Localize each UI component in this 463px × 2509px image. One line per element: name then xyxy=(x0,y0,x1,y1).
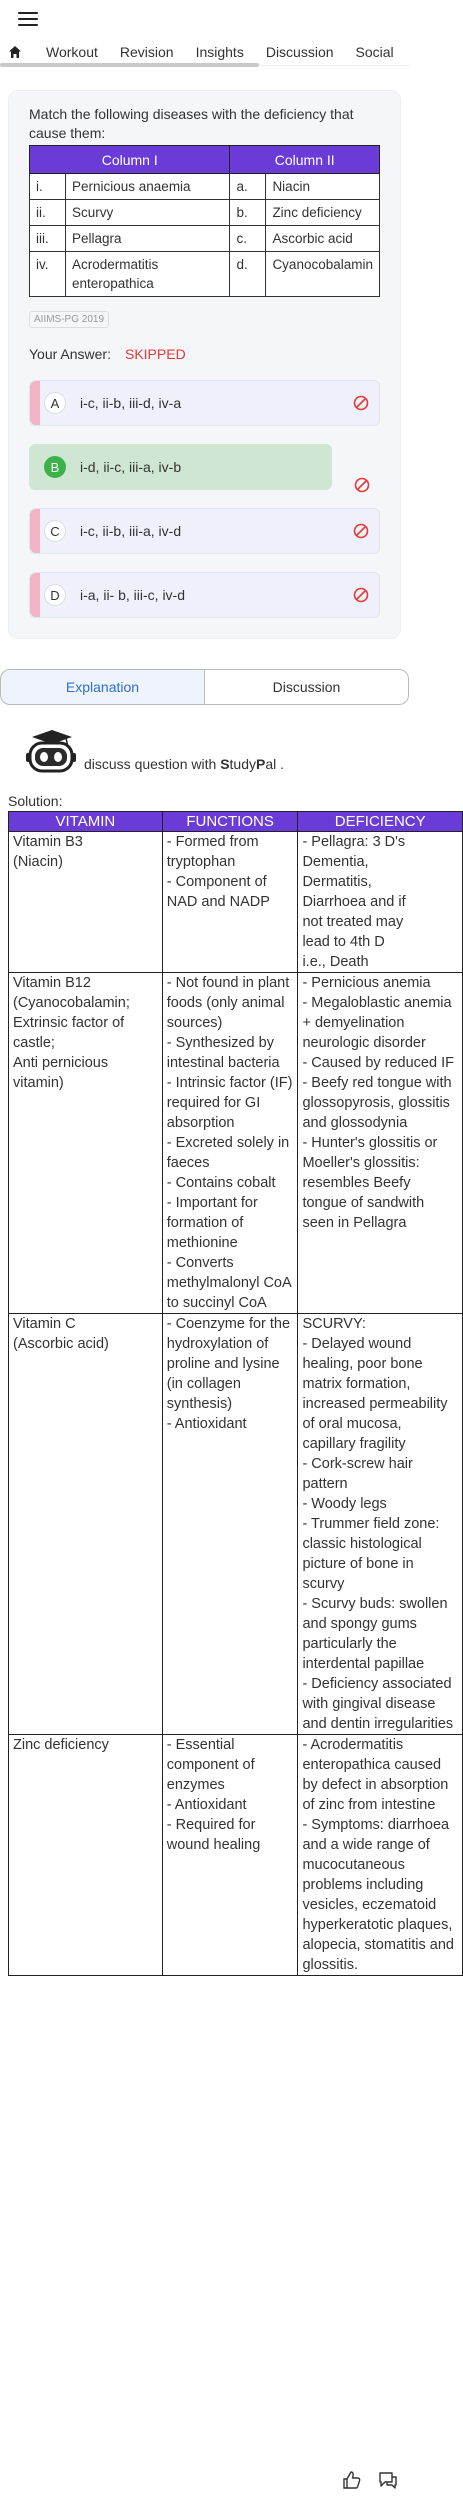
row-letter: c. xyxy=(230,226,266,252)
cell-line: Dementia, xyxy=(302,854,369,870)
exam-tag: AIIMS-PG 2019 xyxy=(29,311,109,328)
functions-cell xyxy=(162,1314,298,1735)
match-row xyxy=(30,200,380,226)
cell-line: Dermatitis, xyxy=(302,874,372,890)
deficiency-cell xyxy=(298,1735,463,1976)
cell-line: - Scurvy buds: swollen and spongy gums particularly the interdental papillae xyxy=(302,1596,448,1672)
discussion-tab[interactable]: Discussion xyxy=(205,669,409,705)
solution-row xyxy=(9,1735,463,1976)
cell-line: - Formed from tryptophan xyxy=(166,834,259,870)
vitamin-header: VITAMIN xyxy=(9,812,163,832)
deficiency-cell: Zinc deficiency xyxy=(266,200,380,226)
cell-line: lead to 4th D xyxy=(302,934,385,950)
option-d[interactable] xyxy=(29,572,380,618)
tab-discussion[interactable]: Discussion xyxy=(265,43,334,60)
option-c[interactable] xyxy=(29,508,380,554)
column-2-header: Column II xyxy=(230,146,380,174)
view-toggle xyxy=(0,669,409,705)
cell-line: SCURVY: xyxy=(302,1316,366,1332)
comment-icon[interactable] xyxy=(377,2469,399,2491)
wrong-icon xyxy=(353,395,369,411)
cell-line: - Coenzyme for the hydroxylation of proline and lysine (in collagen synthesis) xyxy=(166,1316,291,1412)
cell-line: - Trummer field zone: classic histological picture of bone in scurvy xyxy=(302,1516,440,1592)
studypal-text xyxy=(84,756,284,772)
thumbs-up-icon[interactable] xyxy=(341,2469,363,2491)
vitamin-cell xyxy=(9,1314,163,1735)
footer-actions xyxy=(0,2460,409,2500)
solution-row xyxy=(9,1314,463,1735)
cell-line: - Required for wound healing xyxy=(166,1817,261,1853)
vitamin-cell xyxy=(9,973,163,1314)
option-b[interactable] xyxy=(29,444,332,490)
option-letter: D xyxy=(44,584,66,606)
cell-line: Zinc deficiency xyxy=(13,1737,109,1753)
cell-line: - Beefy red tongue with glossopyrosis, glossitis and glossodynia xyxy=(302,1075,452,1131)
vitamin-cell xyxy=(9,1735,163,1976)
column-1-header: Column I xyxy=(30,146,230,174)
wrong-icon xyxy=(353,587,369,603)
studypal-s: S xyxy=(220,756,230,772)
tab-workout[interactable]: Workout xyxy=(46,43,98,60)
answer-status: SKIPPED xyxy=(124,346,186,362)
cell-line: - Cork-screw hair pattern xyxy=(302,1456,413,1492)
cell-line: - Deficiency associated with gingival disease and dentin irregularities xyxy=(302,1676,454,1732)
cell-line: - Acrodermatitis enteropathica caused by defect in absorption of zinc from intestine xyxy=(302,1737,449,1813)
deficiency-header: DEFICIENCY xyxy=(298,812,463,832)
studypal-prefix: discuss question with xyxy=(84,756,221,772)
cell-line: - Hunter's glossitis or Moeller's glossitis: resembles Beefy tongue of sandwith seen in Pellagra xyxy=(302,1135,438,1231)
nav-scrollbar[interactable] xyxy=(0,63,259,67)
cell-line: - Caused by reduced IF xyxy=(302,1055,454,1071)
solution-label: Solution: xyxy=(8,793,63,809)
cell-line: - Pellagra: 3 D's xyxy=(302,834,406,850)
menu-icon[interactable] xyxy=(18,12,38,26)
cell-line: Extrinsic factor of xyxy=(13,1015,125,1031)
cell-line: vitamin) xyxy=(13,1075,64,1091)
match-row xyxy=(30,226,380,252)
home-icon[interactable] xyxy=(8,44,22,60)
cell-line: - Essential component of enzymes xyxy=(166,1737,255,1793)
studypal-prompt[interactable] xyxy=(0,727,409,777)
cell-line: - Pernicious anemia xyxy=(302,975,431,991)
nav-tabs xyxy=(0,38,409,66)
row-number: iii. xyxy=(30,226,66,252)
cell-line: - Woody legs xyxy=(302,1496,387,1512)
studypal-robot-icon xyxy=(22,727,78,777)
question-card xyxy=(8,90,401,639)
cell-line: - Component of NAD and NADP xyxy=(166,874,270,910)
option-marker xyxy=(30,381,40,425)
match-row xyxy=(30,174,380,200)
cell-line: (Niacin) xyxy=(13,854,63,870)
disease-cell: Acrodermatitis enteropathica xyxy=(66,252,230,297)
row-number: i. xyxy=(30,174,66,200)
option-letter: B xyxy=(44,456,66,478)
cell-line: - Delayed wound healing, poor bone matrix formation, increased permeability of oral mucosa, capillary fragility xyxy=(302,1336,448,1452)
cell-line: - Intrinsic factor (IF) required for GI absorption xyxy=(166,1075,293,1131)
cell-line: - Megaloblastic anemia + demyelination neurologic disorder xyxy=(302,995,452,1051)
solution-row xyxy=(9,832,463,973)
studypal-tudy: tudy xyxy=(229,756,256,772)
disease-cell: Pellagra xyxy=(66,226,230,252)
option-marker xyxy=(30,509,40,553)
cell-line: not treated may xyxy=(302,914,404,930)
deficiency-cell xyxy=(298,973,463,1314)
row-letter: a. xyxy=(230,174,266,200)
tab-social[interactable]: Social xyxy=(355,43,394,60)
row-number: ii. xyxy=(30,200,66,226)
match-row xyxy=(30,252,380,297)
functions-cell xyxy=(162,973,298,1314)
cell-line: - Antioxidant xyxy=(166,1416,247,1432)
top-bar xyxy=(0,0,409,38)
option-text: i-a, ii- b, iii-c, iv-d xyxy=(80,587,186,603)
cell-line: - Not found in plant foods (only animal sources) xyxy=(166,975,290,1031)
functions-cell xyxy=(162,1735,298,1976)
deficiency-cell: Cyanocobalamin xyxy=(266,252,380,297)
option-marker xyxy=(30,573,40,617)
match-table xyxy=(29,145,380,297)
disease-cell: Scurvy xyxy=(66,200,230,226)
row-letter: d. xyxy=(230,252,266,297)
cell-line: Vitamin C xyxy=(13,1316,76,1332)
option-text: i-d, ii-c, iii-a, iv-b xyxy=(80,459,182,475)
tab-insights[interactable]: Insights xyxy=(195,43,244,60)
cell-line: Vitamin B12 xyxy=(13,975,91,991)
explanation-tab[interactable]: Explanation xyxy=(0,669,205,705)
wrong-icon xyxy=(354,477,370,493)
cell-line: Anti pernicious xyxy=(13,1055,109,1071)
cell-line: - Antioxidant xyxy=(166,1797,247,1813)
vitamin-cell xyxy=(9,832,163,973)
solution-table-wrap[interactable] xyxy=(8,811,454,1976)
cell-line: - Important for formation of methionine xyxy=(166,1195,258,1251)
cell-line: - Excreted solely in faeces xyxy=(166,1135,290,1171)
cell-line: (Ascorbic acid) xyxy=(13,1336,109,1352)
solution-table xyxy=(8,811,463,1976)
option-text: i-c, ii-b, iii-a, iv-d xyxy=(80,523,182,539)
row-number: iv. xyxy=(30,252,66,297)
your-answer xyxy=(29,346,380,362)
deficiency-cell: Niacin xyxy=(266,174,380,200)
cell-line: - Contains cobalt xyxy=(166,1175,276,1191)
cell-line: (Cyanocobalamin; xyxy=(13,995,130,1011)
option-letter: A xyxy=(44,392,66,414)
question-text: Match the following diseases with the deficiency that cause them: xyxy=(29,106,354,141)
deficiency-cell xyxy=(298,1314,463,1735)
functions-header: FUNCTIONS xyxy=(162,812,298,832)
option-a[interactable] xyxy=(29,380,380,426)
disease-cell: Pernicious anaemia xyxy=(66,174,230,200)
cell-line: Vitamin B3 xyxy=(13,834,83,850)
deficiency-cell xyxy=(298,832,463,973)
functions-cell xyxy=(162,832,298,973)
cell-line: Diarrhoea and if xyxy=(302,894,406,910)
cell-line: - Synthesized by intestinal bacteria xyxy=(166,1035,280,1071)
deficiency-cell: Ascorbic acid xyxy=(266,226,380,252)
option-text: i-c, ii-b, iii-d, iv-a xyxy=(80,395,182,411)
cell-line: i.e., Death xyxy=(302,954,369,970)
wrong-icon xyxy=(353,523,369,539)
tab-revision[interactable]: Revision xyxy=(119,43,174,60)
cell-line: - Symptoms: diarrhoea and a wide range of mucocutaneous problems including vesicles, eczematoid hyperkeratotic plaques, alopecia, stomatitis and glossitis. xyxy=(302,1817,454,1973)
your-answer-label: Your Answer: xyxy=(29,346,111,362)
cell-line: - Converts methylmalonyl CoA to succinyl CoA xyxy=(166,1255,291,1311)
solution-row xyxy=(9,973,463,1314)
studypal-al: al . xyxy=(265,756,285,772)
solution-body xyxy=(9,832,463,1976)
studypal-p: P xyxy=(256,756,266,772)
cell-line: castle; xyxy=(13,1035,55,1051)
row-letter: b. xyxy=(230,200,266,226)
option-letter: C xyxy=(44,520,66,542)
